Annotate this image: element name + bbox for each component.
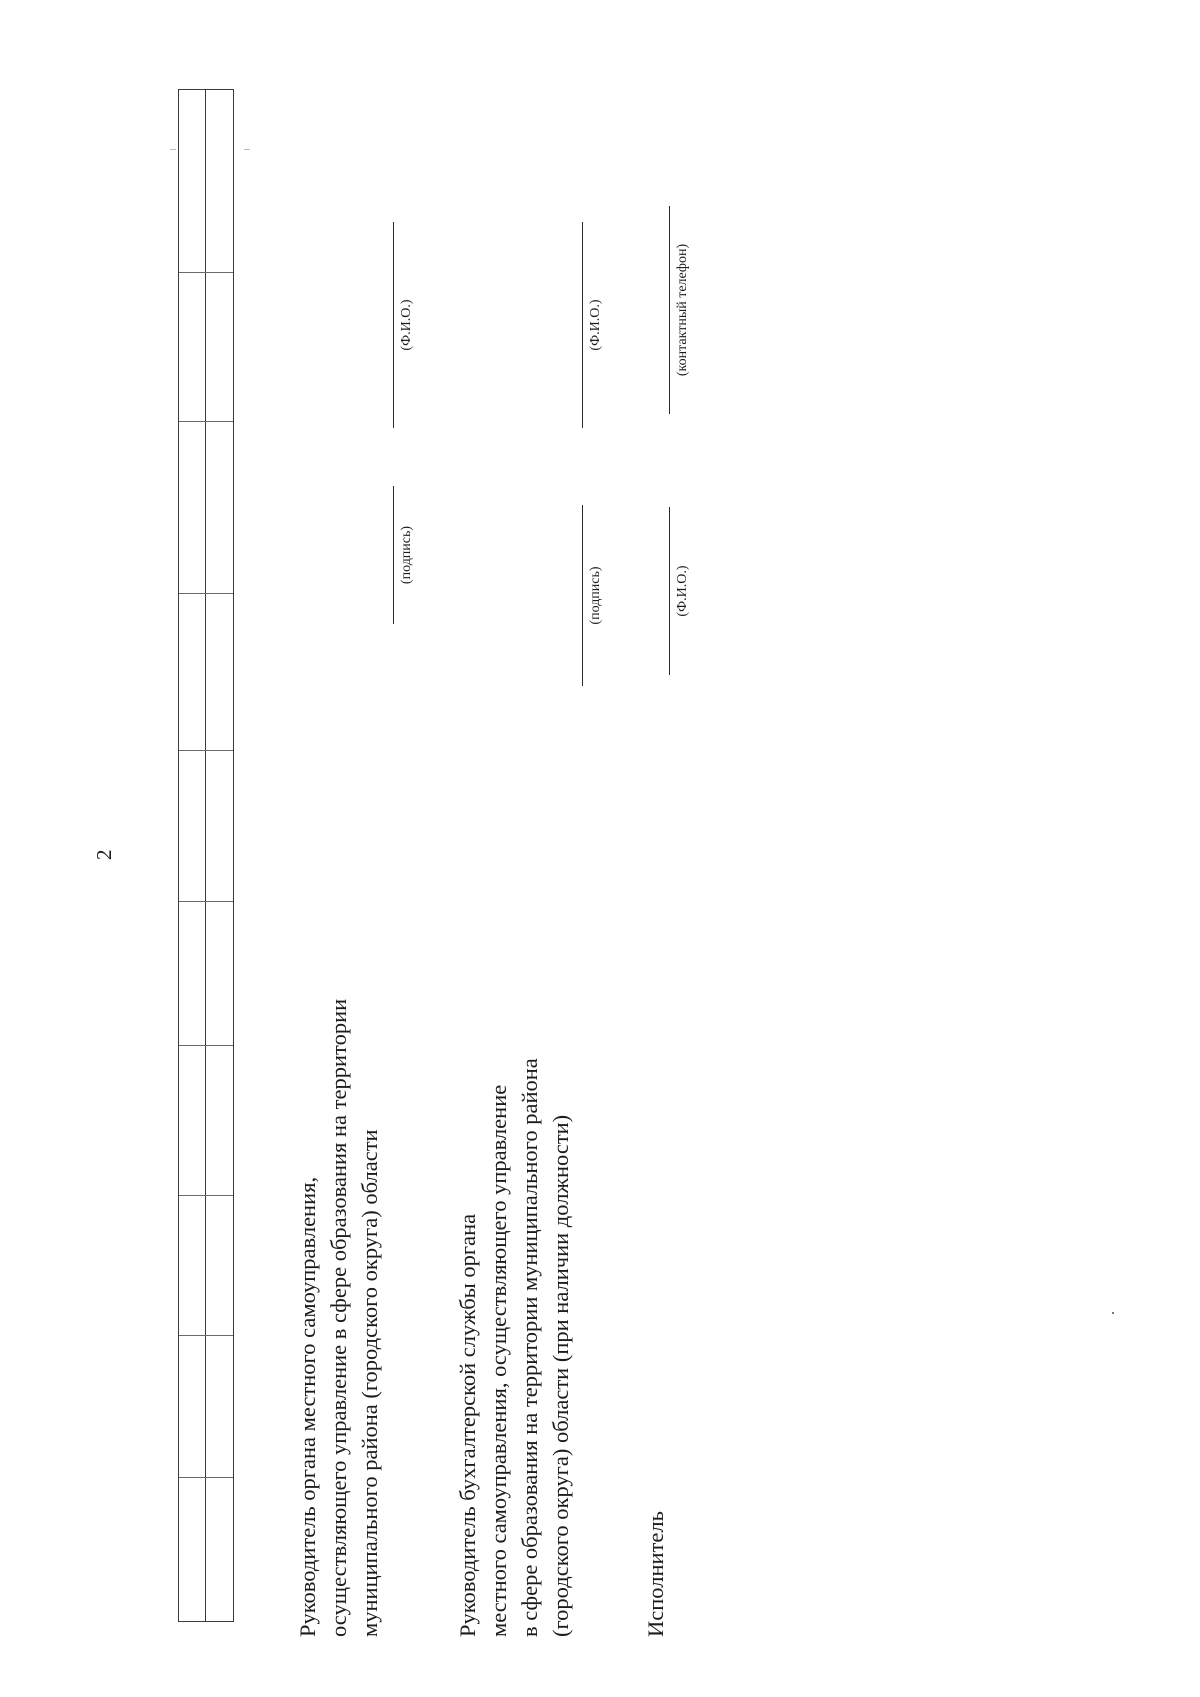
head-title-line: Руководитель органа местного самоуправления, xyxy=(295,1176,320,1637)
table-column-divider xyxy=(179,1045,233,1046)
head-name-line xyxy=(393,222,394,428)
form-table-fragment xyxy=(178,89,234,1622)
scan-mark xyxy=(170,149,176,150)
table-column-divider xyxy=(179,421,233,422)
accountant-title-line: местного самоуправления, осуществляющего управление xyxy=(486,1084,511,1637)
accountant-title-line: в сфере образования на территории муниципального района xyxy=(517,1058,542,1637)
head-signature-line xyxy=(393,486,394,624)
table-row-divider xyxy=(205,90,206,1621)
executor-phone-line xyxy=(669,206,670,414)
head-signature-block xyxy=(292,999,385,1637)
executor-name-line xyxy=(669,507,670,675)
executor-title: Исполнитель xyxy=(643,1511,668,1637)
head-title-line: муниципального района (городского округа) области xyxy=(357,1129,382,1637)
table-column-divider xyxy=(179,901,233,902)
accountant-signature-block xyxy=(452,1058,576,1637)
accountant-signature-caption: (подпись) xyxy=(588,566,603,625)
table-column-divider xyxy=(179,750,233,751)
accountant-signature-line xyxy=(582,505,583,686)
head-signature-caption: (подпись) xyxy=(399,525,414,585)
executor-name-caption: (Ф.И.О.) xyxy=(675,565,690,617)
accountant-name-line xyxy=(582,222,583,428)
accountant-title-line: (городского округа) области (при наличии должности) xyxy=(548,1114,573,1637)
page-number: 2 xyxy=(92,849,116,860)
scan-speck xyxy=(1112,1312,1114,1314)
table-column-divider xyxy=(179,593,233,594)
accountant-title-line: Руководитель бухгалтерской службы органа xyxy=(455,1213,480,1637)
table-column-divider xyxy=(179,1195,233,1196)
table-column-divider xyxy=(179,1477,233,1478)
head-title-line: осуществляющего управление в сфере образования на территории xyxy=(326,998,351,1637)
scan-mark xyxy=(244,149,250,150)
table-column-divider xyxy=(179,1335,233,1336)
executor-phone-caption: (контактный телефон) xyxy=(675,243,690,377)
executor-block xyxy=(640,1511,671,1637)
table-column-divider xyxy=(179,272,233,273)
head-name-caption: (Ф.И.О.) xyxy=(399,299,414,351)
accountant-name-caption: (Ф.И.О.) xyxy=(588,299,603,351)
